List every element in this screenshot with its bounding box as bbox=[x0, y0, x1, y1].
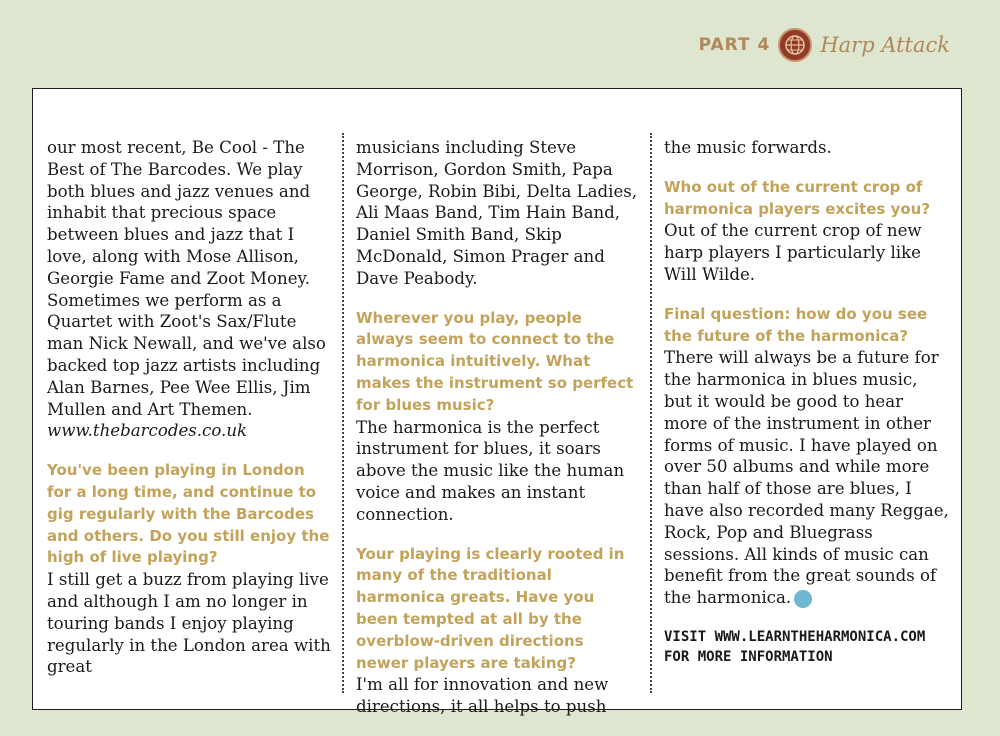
question-overblow: Your playing is clearly rooted in many of the traditional harmonica greats. Have you been tempted at all by the overblow-driven directions newer players are taking? bbox=[356, 544, 625, 672]
question-future: Final question: how do you see the future of the harmonica? bbox=[664, 304, 928, 345]
visit-website-note[interactable]: VISIT WWW.LEARNTHEHARMONICA.COM FOR MORE INFORMATION bbox=[664, 628, 926, 665]
question-players: Who out of the current crop of harmonica players excites you? bbox=[664, 177, 931, 218]
end-mark-icon bbox=[794, 590, 812, 608]
answer-players: Out of the current crop of new harp players I particularly like Will Wilde. bbox=[664, 221, 922, 284]
globe-logo-icon bbox=[778, 28, 812, 62]
intro-text: our most recent, Be Cool - The Best of The Barcodes. We play both blues and jazz venues and inhabit that precious space between blues and jazz that I love, along with Mose Allison, Georgie Fame and Zoot Money. Sometimes we perform as a Quartet with Zoot's Sax/Flute man Nick Newall, and we've also backed top jazz artists including Alan Barnes, Pee Wee Ellis, Jim Mullen and Art Themen. bbox=[47, 138, 326, 419]
answer-future: There will always be a future for the harmonica in blues music, but it would be good to hear more of the instrument in other forms of music. I have played on over 50 albums and while more than half of those are blues, I have also recorded many Reggae, Rock, Pop and Bluegrass sessions. All kinds of music can benefit from the great sounds of the harmonica. bbox=[664, 348, 949, 608]
column-divider-1 bbox=[342, 133, 344, 693]
column-divider-2 bbox=[650, 133, 652, 693]
answer-london: I still get a buzz from playing live and although I am no longer in touring bands I enjoy playing regularly in the London area with great bbox=[47, 570, 331, 677]
column-1-intro bbox=[47, 137, 332, 442]
website-link[interactable]: www.thebarcodes.co.uk bbox=[47, 421, 248, 441]
part-label: PART 4 bbox=[698, 35, 771, 55]
continuation-text: the music forwards. bbox=[664, 138, 832, 157]
qa-block-london bbox=[47, 460, 332, 678]
page-header bbox=[699, 28, 950, 62]
column-1 bbox=[47, 137, 332, 696]
qa-block-connect bbox=[356, 308, 641, 526]
question-london: You've been playing in London for a long time, and continue to gig regularly with the Barcodes and others. Do you still enjoy the high of live playing? bbox=[47, 461, 330, 567]
column-3 bbox=[664, 137, 949, 685]
question-connect: Wherever you play, people always seem to connect to the harmonica intuitively. What makes the instrument so perfect for blues music? bbox=[356, 308, 634, 414]
answer-connect: The harmonica is the perfect instrument for blues, it soars above the music like the human voice and makes an instant connection. bbox=[356, 417, 625, 524]
qa-block-overblow bbox=[356, 544, 641, 718]
section-title: Harp Attack bbox=[820, 33, 950, 57]
answer-overblow: I'm all for innovation and new directions, it all helps to push bbox=[356, 675, 609, 717]
qa-block-players bbox=[664, 177, 949, 286]
article-panel bbox=[32, 88, 962, 717]
musicians-paragraph: musicians including Steve Morrison, Gordon Smith, Papa George, Robin Bibi, Delta Ladies, Ali Maas Band, Tim Hain Band, Daniel Smith Band, Skip McDonald, Simon Prager and Dave Peabody. bbox=[356, 138, 638, 288]
qa-block-future bbox=[664, 304, 949, 609]
column-2 bbox=[356, 137, 641, 736]
